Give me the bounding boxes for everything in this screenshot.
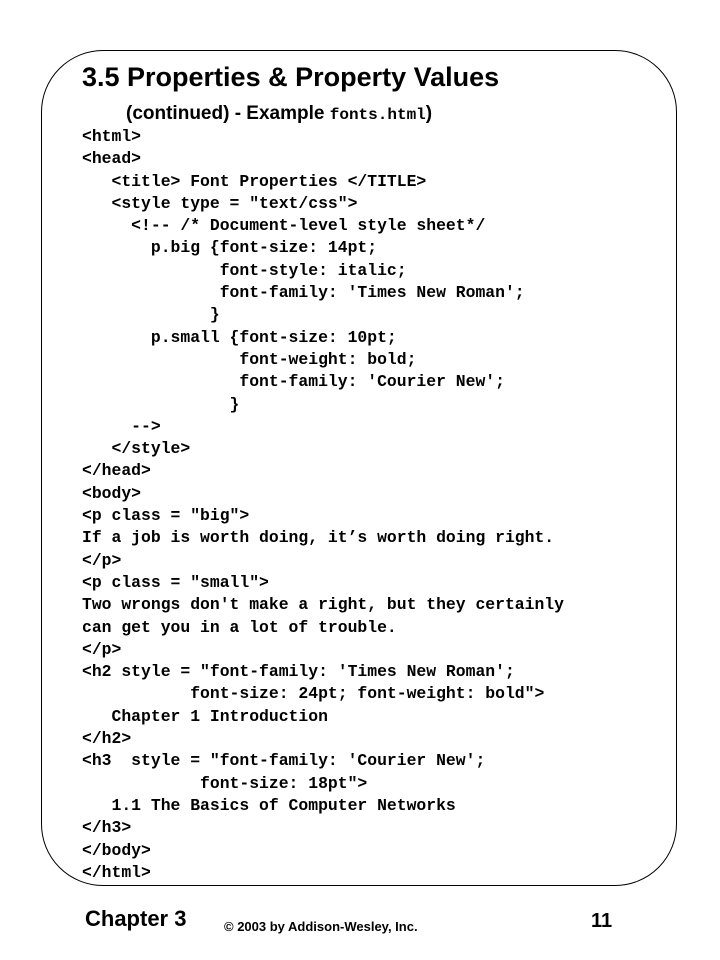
code-line: p.big {font-size: 14pt;: [82, 238, 378, 258]
code-line: <p class = "small">: [82, 572, 269, 592]
code-line: </style>: [82, 439, 191, 459]
slide-title: 3.5 Properties & Property Values: [82, 62, 500, 92]
code-line: </head>: [82, 461, 151, 481]
code-line: font-size: 18pt">: [82, 773, 368, 793]
code-line: <head>: [82, 149, 142, 169]
code-line: </h2>: [82, 729, 132, 749]
code-line: </h3>: [82, 818, 132, 838]
code-line: <p class = "big">: [82, 506, 250, 526]
subtitle-filename: fonts.html: [329, 106, 426, 124]
slide-subtitle: [126, 100, 432, 129]
code-line: font-size: 24pt; font-weight: bold">: [82, 684, 545, 704]
code-line: Two wrongs don't make a right, but they certainly: [82, 595, 564, 615]
page-number: 11: [591, 910, 613, 932]
code-line: p.small {font-size: 10pt;: [82, 327, 397, 347]
code-line: </p>: [82, 550, 122, 570]
code-line: </p>: [82, 639, 122, 659]
code-line: font-family: 'Courier New';: [82, 372, 505, 392]
code-line: <!-- /* Document-level style sheet*/: [82, 216, 486, 236]
code-line: 1.1 The Basics of Computer Networks: [82, 795, 456, 815]
code-line: font-style: italic;: [82, 260, 407, 280]
code-line: If a job is worth doing, it’s worth doing right.: [82, 528, 555, 548]
code-line: }: [82, 305, 220, 325]
code-line: font-family: 'Times New Roman';: [82, 283, 525, 303]
footer-copyright: © 2003 by Addison-Wesley, Inc.: [224, 919, 418, 934]
code-line: }: [82, 394, 240, 414]
code-line: <title> Font Properties </TITLE>: [82, 171, 427, 191]
subtitle-suffix: ): [425, 103, 433, 124]
code-line: <html>: [82, 127, 142, 146]
code-line: <style type = "text/css">: [82, 193, 358, 213]
code-line: <body>: [82, 483, 142, 503]
code-listing: [82, 126, 564, 884]
code-line: <h2 style = "font-family: 'Times New Roman';: [82, 662, 515, 682]
code-line: <h3 style = "font-family: 'Courier New';: [82, 751, 486, 771]
code-line: -->: [82, 416, 161, 436]
footer-chapter: Chapter 3: [85, 906, 187, 931]
code-line: font-weight: bold;: [82, 349, 417, 369]
code-line: Chapter 1 Introduction: [82, 706, 328, 726]
code-line: </html>: [82, 862, 151, 882]
code-line: can get you in a lot of trouble.: [82, 617, 397, 637]
code-line: </body>: [82, 840, 151, 860]
subtitle-prefix: (continued) - Example: [126, 103, 330, 124]
